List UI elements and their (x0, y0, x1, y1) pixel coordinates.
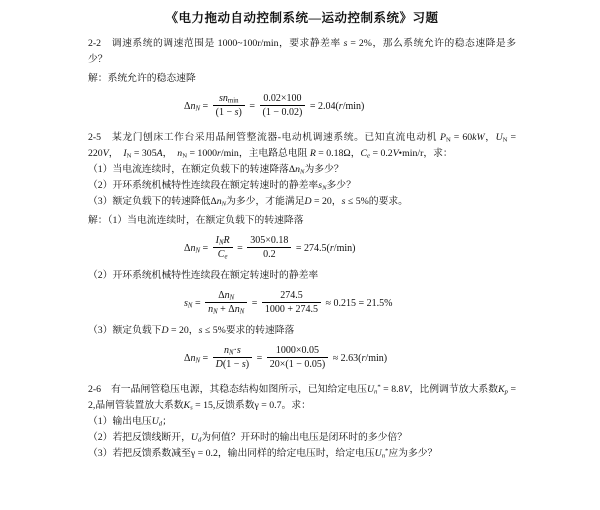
formula-2-2-speed-drop: $\Delta n_N$ = $\frac{sn_{min}}{(1 - s)}$ = $\frac{0.02\times 100}{(1 - 0.02)}$ = 2.04(r/min) (184, 92, 365, 118)
fraction: $\frac{274.5}{1000 + 274.5}$ (262, 290, 321, 315)
formula-2-5-1-speed-drop: $\Delta n_N$ = $\frac{I_NR}{C_e}$ = $\frac{305\times 0.18}{0.2}$ = 274.5(r/min) (184, 234, 356, 261)
fraction: $\frac{305\times 0.18}{0.2}$ (247, 235, 291, 260)
document-title: 《电力拖动自动控制系统—运动控制系统》习题 (165, 11, 439, 25)
problem-2-6-intro: 2-6 有一晶闸管稳压电源，其稳态结构如图所示，已知给定电压$U_n^* = 8.8V$，比例调节放大系数$K_p = 2$,晶闸管装置放大系数$K_s = 15$,反馈系数γ = 0.7。求： (88, 383, 517, 412)
problem-2-6-item-2: （2）若把反馈线断开，$U_d$为何值？开环时的输出电压是闭环时的多少倍？ (88, 431, 408, 444)
problem-2-5-item-3: （3）额定负载下的转速降低$\Delta n_N$为多少，才能满足D = 20，s ≤ 5%的要求。 (88, 195, 408, 208)
problem-2-2-solution-label: 解：系统允许的稳态速降 (88, 72, 196, 84)
problem-2-6-item-3: （3）若把反馈系数减至γ = 0.2，输出同样的给定电压时，给定电压$U_n^*$应为多少？ (88, 446, 438, 460)
fraction: $\frac{0.02\times 100}{(1 - 0.02)}$ (260, 93, 306, 118)
problem-2-5-solution-1-label: 解：（1）当电流连续时，在额定负载下的转速降落 (88, 214, 304, 226)
problem-2-2-question: 2-2 调速系统的调速范围是 1000~100r/min，要求静差率 s = 2%，那么系统允许的稳态速降是多少？ (88, 38, 516, 65)
problem-2-5-solution-3-label: （3）额定负载下D = 20，s ≤ 5%要求的转速降落 (88, 324, 295, 336)
problem-2-5-solution-2-label: （2）开环系统机械特性连续段在额定转速时的静差率 (88, 269, 319, 281)
problem-2-5-intro: 2-5 某龙门刨床工作台采用晶闸管整流器-电动机调速系统。已知直流电动机 $P_N = 60kW$，$U_N = 220V$， $I_N = 305A$， $n_N = 1000r/\min$，主电路总电阻 R = 0.18Ω，$C_e$ = 0.2V•min/r，求： (88, 131, 516, 160)
fraction: $\frac{I_NR}{C_e}$ (213, 235, 233, 260)
problem-2-5-item-1: （1）当电流连续时，在额定负载下的转速降落$\Delta n_N$为多少？ (88, 163, 344, 176)
formula-2-5-3-required-drop: $\Delta n_N$ = $\frac{n_N\cdot s}{D(1 - s)}$ = $\frac{1000\times 0.05}{20\times(1 - 0.05)}$ ≈ 2.63(r/min) (184, 344, 388, 370)
fraction: $\frac{\Delta n_N}{n_N + \Delta n_N}$ (205, 290, 247, 315)
fraction: $\frac{1000\times 0.05}{20\times(1 - 0.05)}$ (267, 345, 328, 370)
fraction: $\frac{n_N\cdot s}{D(1 - s)}$ (213, 345, 252, 370)
problem-2-5-item-2: （2）开环系统机械特性连续段在额定转速时的静差率$s_N$多少？ (88, 179, 356, 192)
fraction: $\frac{sn_{min}}{(1 - s)}$ (213, 93, 245, 118)
formula-2-5-2-static-error: $s_N$ = $\frac{\Delta n_N}{n_N + \Delta n_N}$ = $\frac{274.5}{1000 + 274.5}$ ≈ 0.215 = 21.5% (184, 289, 393, 316)
problem-2-6-item-1: （1）输出电压$U_d$； (88, 415, 172, 428)
